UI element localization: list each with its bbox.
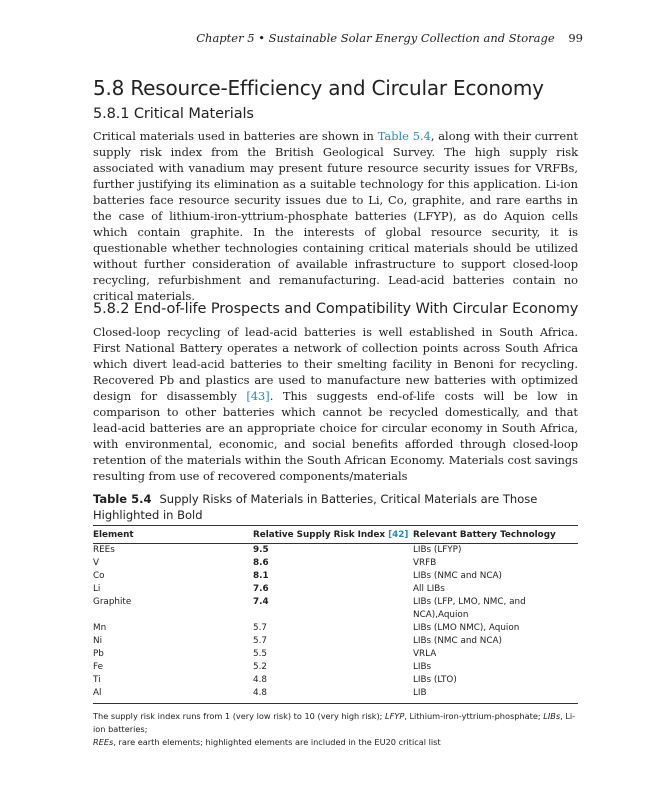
footnote-text: , Lithium-iron-yttrium-phosphate; (404, 711, 544, 721)
table-row (93, 635, 578, 648)
cell-technology: LIBs (NMC and NCA) (413, 636, 502, 646)
cell-technology: VRLA (413, 649, 437, 659)
table-row (93, 687, 578, 704)
cell-technology: LIBs (LFP, LMO, NMC, and NCA),Aquion (413, 597, 526, 620)
table-footnote (93, 710, 578, 749)
cell-risk: 8.1 (253, 571, 269, 581)
footnote-abbr: LFYP (385, 711, 405, 721)
paragraph-text: , along with their current supply risk index from the British Geological Survey. The high supply risk associated with vanadium may present future resource security issues for VRFBs, further justifying its elimination as a suitable technology for this application. Li-ion batteries face resource security issues due to Li, Co, graphite, and rare earths in the case of lithium-iron-yttrium-phosphate batteries (LFYP), as do Aquion cells which contain graphite. In the interests of global resource security, it is questionable whether technologies containing critical materials should be utilized without further consideration of available infrastructure to support closed-loop recycling, refurbishment and remanufacturing. Lead-acid batteries contain no critical materials. (93, 129, 578, 303)
cell-risk: 8.6 (253, 558, 269, 568)
cell-element: Ni (93, 636, 103, 646)
header-risk (253, 526, 413, 544)
cell-technology: LIBs (LTO) (413, 675, 457, 685)
table-row (93, 661, 578, 674)
table-row (93, 648, 578, 661)
section-heading: 5.8 Resource-Efficiency and Circular Economy (93, 76, 544, 100)
cell-element: Co (93, 571, 105, 581)
header-risk-citation[interactable]: [42] (388, 529, 409, 540)
paragraph-text: Critical materials used in batteries are shown in (93, 129, 378, 143)
subsection-heading-critical-materials: 5.8.1 Critical Materials (93, 106, 254, 122)
cell-risk: 5.7 (253, 623, 267, 633)
cell-element: Graphite (93, 597, 132, 607)
table-header-row (93, 526, 578, 544)
table-reference-link[interactable]: Table 5.4 (377, 129, 431, 143)
cell-technology: LIBs (NMC and NCA) (413, 571, 502, 581)
paragraph-text: Closed-loop recycling of lead-acid batteries is well established in South Africa. First National Battery operates a network of collection points across South Africa which divert lead-acid batteries to their smelting facility in Benoni for recycling. Recovered Pb and plastics are used to manufacture new batteries with optimized design for disassembly (93, 325, 578, 403)
page-number: 99 (568, 31, 583, 45)
cell-risk: 5.7 (253, 636, 267, 646)
supply-risk-table (93, 525, 578, 704)
cell-element: Al (93, 687, 253, 704)
table-row (93, 596, 578, 622)
table-label: Table 5.4 (93, 492, 152, 506)
citation-link[interactable]: [43] (246, 389, 270, 403)
paragraph-critical-materials (93, 128, 578, 304)
footnote-abbr: REEs (93, 737, 114, 747)
cell-element: Fe (93, 662, 103, 672)
cell-risk: 5.2 (253, 662, 267, 672)
cell-technology: LIBs (LFYP) (413, 545, 462, 555)
table-row (93, 583, 578, 596)
table-caption (93, 491, 578, 523)
cell-risk: 9.5 (253, 545, 269, 555)
cell-technology: LIBs (413, 662, 432, 672)
header-technology: Relevant Battery Technology (413, 526, 578, 544)
running-header (95, 31, 583, 45)
cell-element: REEs (93, 545, 115, 555)
paragraph-text: . This suggests end-of-life costs will be low in comparison to other batteries which cannot be recycled domestically, and that lead-acid batteries are an appropriate choice for circular economy in South Africa, with environmental, economic, and social benefits afforded through closed-loop retention of the materials within the South African Economy. Materials cost savings resulting from use of recovered components/materials (93, 389, 578, 483)
table-row (93, 544, 578, 558)
table-row (93, 622, 578, 635)
paragraph-end-of-life (93, 324, 578, 484)
cell-technology: VRFB (413, 558, 437, 568)
subsection-heading-end-of-life: 5.8.2 End-of-life Prospects and Compatibility With Circular Economy (93, 301, 579, 317)
cell-technology: LIBs (LMO NMC), Aquion (413, 623, 520, 633)
cell-technology: All LIBs (413, 584, 445, 594)
cell-risk: 5.5 (253, 649, 267, 659)
footnote-text: , rare earth elements; highlighted elements are included in the EU20 critical list (113, 737, 441, 747)
footnote-text: The supply risk index runs from 1 (very low risk) to 10 (very high risk); (93, 711, 386, 721)
table-caption-text: Supply Risks of Materials in Batteries, Critical Materials are Those Highlighted in Bold (93, 492, 538, 522)
cell-risk: 7.6 (253, 584, 269, 594)
cell-risk: 7.4 (253, 597, 269, 607)
header-element: Element (93, 526, 253, 544)
table-row (93, 570, 578, 583)
table-row (93, 674, 578, 687)
cell-risk: 4.8 (253, 687, 413, 704)
cell-element: Mn (93, 623, 107, 633)
table-row (93, 557, 578, 570)
cell-element: Li (93, 584, 101, 594)
cell-element: Ti (93, 675, 101, 685)
cell-element: V (93, 558, 100, 568)
cell-element: Pb (93, 649, 104, 659)
footnote-text: , Li-ion batteries; (93, 711, 576, 734)
running-title: Chapter 5 • Sustainable Solar Energy Collection and Storage (196, 31, 555, 45)
cell-technology: LIB (413, 687, 578, 704)
cell-risk: 4.8 (253, 675, 267, 685)
footnote-abbr: LIBs (543, 711, 561, 721)
header-risk-label: Relative Supply Risk Index (253, 529, 389, 540)
